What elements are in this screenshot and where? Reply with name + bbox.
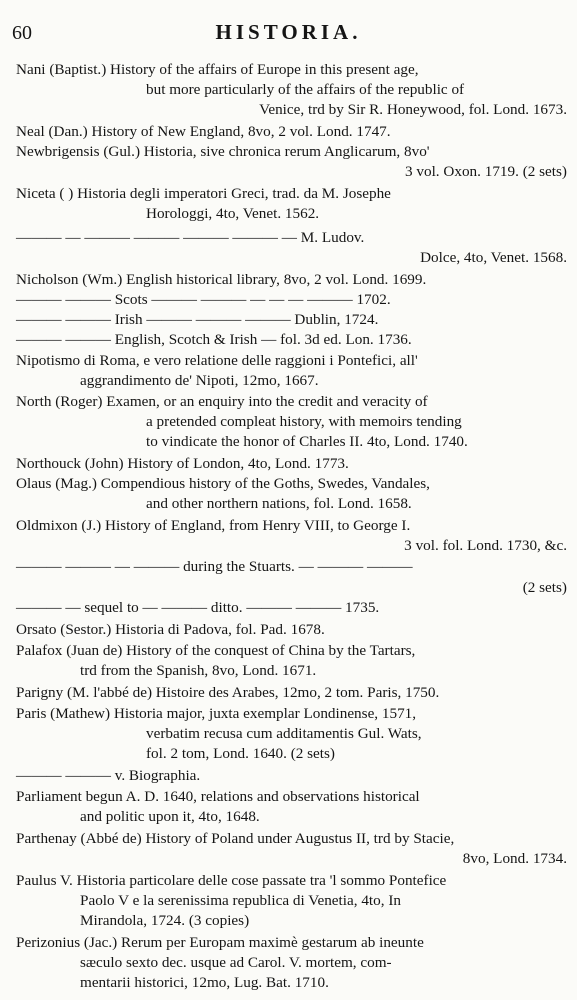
entry-line: Parliament begun A. D. 1640, relations and observations historical bbox=[16, 788, 420, 805]
page-number: 60 bbox=[12, 22, 32, 44]
entry-line: Paolo V e la serenissima republica di Venetia, 4to, In bbox=[80, 892, 401, 909]
entry-line: Palafox (Juan de) History of the conquest of China by the Tartars, bbox=[16, 642, 416, 659]
entry-line: Horologgi, 4to, Venet. 1562. bbox=[146, 205, 320, 222]
entry-line: ——— ——— v. Biographia. bbox=[16, 767, 201, 784]
entry-line: a pretended compleat history, with memoirs tending bbox=[146, 413, 462, 430]
entry-line: and other northern nations, fol. Lond. 1658. bbox=[146, 495, 412, 512]
entry-line: ——— ——— — ——— during the Stuarts. — ——— ——— bbox=[16, 558, 413, 575]
entry-line: trd from the Spanish, 8vo, Lond. 1671. bbox=[80, 662, 317, 679]
entry-line: and politic upon it, 4to, 1648. bbox=[80, 808, 260, 825]
entry-line: Newbrigensis (Gul.) Historia, sive chronica rerum Anglicarum, 8vo' bbox=[16, 143, 430, 160]
entry-line: but more particularly of the affairs of the republic of bbox=[146, 81, 465, 98]
entry-line: Oldmixon (J.) History of England, from Henry VIII, to George I. bbox=[16, 517, 411, 534]
entry-line: Orsato (Sestor.) Historia di Padova, fol. Pad. 1678. bbox=[16, 621, 325, 638]
entry-line: ——— ——— Scots ——— ——— — — — ——— 1702. bbox=[16, 291, 391, 308]
entry-line: Paulus V. Historia particolare delle cose passate tra 'l sommo Pontefice bbox=[16, 872, 447, 889]
entry-line: Venice, trd by Sir R. Honeywood, fol. Lond. 1673. bbox=[259, 101, 567, 118]
entry-line: Parigny (M. l'abbé de) Histoire des Arabes, 12mo, 2 tom. Paris, 1750. bbox=[16, 684, 440, 701]
entry-line: fol. 2 tom, Lond. 1640. (2 sets) bbox=[146, 745, 335, 762]
entry-line: sæculo sexto dec. usque ad Carol. V. mortem, com- bbox=[80, 954, 392, 971]
entry-line: aggrandimento de' Nipoti, 12mo, 1667. bbox=[80, 372, 319, 389]
entry-line: 3 vol. Oxon. 1719. (2 sets) bbox=[405, 163, 567, 180]
entry-line: Paris (Mathew) Historia major, juxta exemplar Londinense, 1571, bbox=[16, 705, 417, 722]
entry-line: Northouck (John) History of London, 4to, Lond. 1773. bbox=[16, 455, 349, 472]
entry-line: ——— — ——— ——— ——— ——— — M. Ludov. bbox=[16, 229, 365, 246]
page-header bbox=[0, 20, 577, 48]
entry-line: Neal (Dan.) History of New England, 8vo, 2 vol. Lond. 1747. bbox=[16, 123, 391, 140]
page-title: HISTORIA. bbox=[215, 20, 362, 44]
entry-line: 3 vol. fol. Lond. 1730, &c. bbox=[404, 537, 567, 554]
entry-line: Perizonius (Jac.) Rerum per Europam maximè gestarum ab ineunte bbox=[16, 934, 424, 951]
entry-line: North (Roger) Examen, or an enquiry into the credit and veracity of bbox=[16, 393, 428, 410]
entry-line: (2 sets) bbox=[522, 579, 567, 596]
entry-line: ——— ——— English, Scotch & Irish — fol. 3d ed. Lon. 1736. bbox=[16, 331, 412, 348]
entry-line: Olaus (Mag.) Compendious history of the Goths, Swedes, Vandales, bbox=[16, 475, 430, 492]
entry-line: to vindicate the honor of Charles II. 4to, Lond. 1740. bbox=[146, 433, 468, 450]
entry-line: Niceta ( ) Historia degli imperatori Greci, trad. da M. Josephe bbox=[16, 185, 391, 202]
entry-line: ——— — sequel to — ——— ditto. ——— ——— 1735. bbox=[16, 599, 380, 616]
entry-line: verbatim recusa cum additamentis Gul. Wats, bbox=[146, 725, 422, 742]
entry-line: Nipotismo di Roma, e vero relatione delle raggioni i Pontefici, all' bbox=[16, 352, 418, 369]
entry-line: Nani (Baptist.) History of the affairs of Europe in this present age, bbox=[16, 61, 419, 78]
entry-line: Dolce, 4to, Venet. 1568. bbox=[420, 249, 567, 266]
entry-line: Nicholson (Wm.) English historical library, 8vo, 2 vol. Lond. 1699. bbox=[16, 271, 427, 288]
entry-line: mentarii historici, 12mo, Lug. Bat. 1710. bbox=[80, 974, 329, 991]
entry-line: ——— ——— Irish ——— ——— ——— Dublin, 1724. bbox=[16, 311, 379, 328]
entry-line: 8vo, Lond. 1734. bbox=[462, 850, 567, 867]
entry-line: Mirandola, 1724. (3 copies) bbox=[80, 912, 250, 929]
entry-line: Parthenay (Abbé de) History of Poland under Augustus II, trd by Stacie, bbox=[16, 830, 455, 847]
